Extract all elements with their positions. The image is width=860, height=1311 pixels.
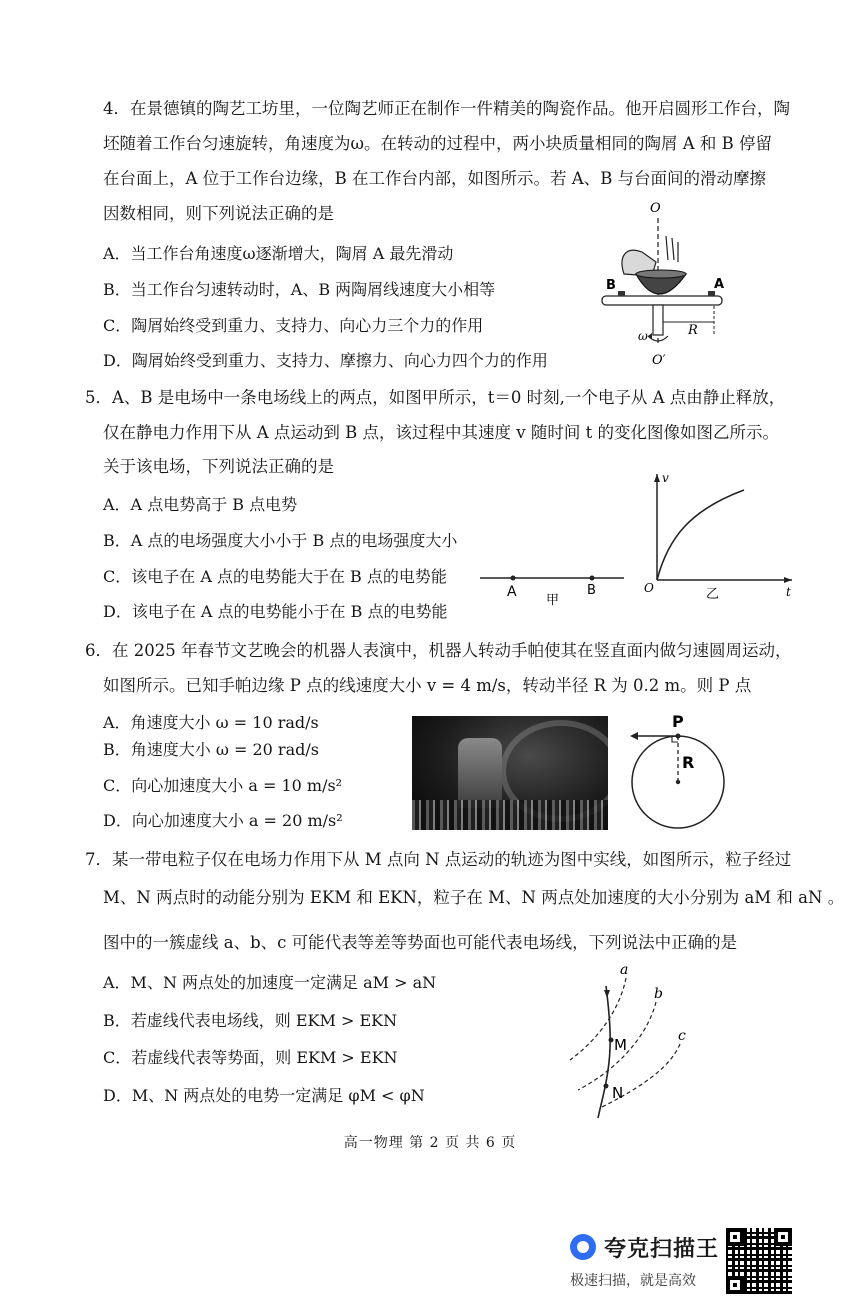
- page-footer: 高一物理 第 2 页 共 6 页: [343, 1135, 517, 1151]
- q5-field-line-figure: [478, 568, 628, 612]
- q7-label-c: c: [678, 1028, 686, 1044]
- q6-line-1: 6．在 2025 年春节文艺晚会的机器人表演中，机器人转动手帕使其在竖直面内做匀速圆周运动，: [85, 641, 792, 660]
- q4-line-2: 坯随着工作台匀速旋转，角速度为ω。在转动的过程中，两小块质量相同的陶屑 A 和 B 停留: [103, 134, 772, 153]
- q5-option-a: A．A 点电势高于 B 点电势: [103, 495, 298, 514]
- q4-label-o-prime: O′: [652, 353, 666, 368]
- q5-line-3: 关于该电场，下列说法正确的是: [103, 457, 334, 476]
- q5-label-b: B: [587, 583, 596, 598]
- q6-label-r: R: [682, 753, 695, 772]
- q4-label-o: O: [650, 201, 661, 216]
- q4-option-a: A．当工作台角速度ω逐渐增大，陶屑 A 最先滑动: [103, 244, 454, 263]
- q6-option-b: B．角速度大小 ω = 20 rad/s: [103, 740, 319, 759]
- q6-option-d: D．向心加速度大小 a = 20 m/s²: [103, 811, 343, 830]
- q4-option-c: C．陶屑始终受到重力、支持力、向心力三个力的作用: [103, 316, 484, 335]
- q5-v-axis-label: v: [662, 471, 669, 485]
- q5-option-c: C．该电子在 A 点的电势能大于在 B 点的电势能: [103, 567, 447, 586]
- q4-option-b: B．当工作台匀速转动时，A、B 两陶屑线速度大小相等: [103, 280, 496, 299]
- q7-line-3: 图中的一簇虚线 a、b、c 可能代表等差等势面也可能代表电场线，下列说法中正确的是: [103, 933, 738, 952]
- q7-line-2: M、N 两点时的动能分别为 EKM 和 EKN，粒子在 M、N 两点处加速度的大小分别为 aM 和 aN 。: [103, 888, 845, 907]
- q7-label-n: N: [612, 1084, 624, 1102]
- q5-option-d: D．该电子在 A 点的电势能小于在 B 点的电势能: [103, 602, 448, 621]
- q4-label-b: B: [606, 278, 616, 293]
- q5-vt-graph: [640, 468, 800, 602]
- q7-label-b: b: [654, 986, 663, 1002]
- q5-caption-jia: 甲: [546, 593, 560, 608]
- q7-option-a: A．M、N 两点处的加速度一定满足 aM > aN: [103, 973, 437, 992]
- q7-option-b: B．若虚线代表电场线，则 EKM > EKN: [103, 1011, 398, 1030]
- q5-caption-yi: 乙: [706, 587, 720, 602]
- qr-code-icon: [726, 1228, 792, 1294]
- q6-label-p: P: [672, 712, 684, 731]
- q7-option-c: C．若虚线代表等势面，则 EKM > EKN: [103, 1048, 398, 1067]
- q7-label-a: a: [620, 962, 629, 978]
- q4-label-a: A: [714, 277, 725, 292]
- q5-label-a: A: [507, 584, 517, 600]
- q7-line-1: 7．某一带电粒子仅在电场力作用下从 M 点向 N 点运动的轨迹为图中实线，如图所示，粒子经过: [85, 850, 792, 869]
- q6-option-c: C．向心加速度大小 a = 10 m/s²: [103, 776, 343, 795]
- q4-turntable-figure: [596, 196, 736, 374]
- q4-label-omega: ω: [638, 329, 648, 343]
- q4-label-r: R: [688, 323, 698, 338]
- q4-line-3: 在台面上，A 位于工作台边缘，B 在工作台内部，如图所示。若 A、B 与台面间的滑动摩擦: [103, 169, 767, 188]
- q5-origin-label: O: [644, 581, 654, 595]
- q7-label-m: M: [614, 1036, 627, 1054]
- robot-performance-photo: [412, 716, 608, 830]
- q5-option-b: B．A 点的电场强度大小小于 B 点的电场强度大小: [103, 531, 458, 550]
- q6-line-2: 如图所示。已知手帕边缘 P 点的线速度大小 v = 4 m/s，转动半径 R 为 0.2 m。则 P 点: [103, 676, 752, 695]
- q5-line-2: 仅在静电力作用下从 A 点运动到 B 点，该过程中其速度 v 随时间 t 的变化图像如图乙所示。: [103, 423, 779, 442]
- scanner-title: 夸克扫描王: [604, 1237, 720, 1262]
- scanner-logo-icon: [570, 1234, 596, 1260]
- q4-line-1: 4．在景德镇的陶艺工坊里，一位陶艺师正在制作一件精美的陶瓷作品。他开启圆形工作台，陶: [103, 99, 790, 118]
- q4-option-d: D．陶屑始终受到重力、支持力、摩擦力、向心力四个力的作用: [103, 351, 548, 370]
- q5-vt-curve: [657, 490, 744, 580]
- scanner-subtitle: 极速扫描，就是高效: [570, 1273, 696, 1289]
- q4-line-4: 因数相同，则下列说法正确的是: [103, 204, 334, 223]
- q6-option-a: A．角速度大小 ω = 10 rad/s: [103, 713, 319, 732]
- q5-t-axis-label: t: [786, 585, 791, 599]
- q7-option-d: D．M、N 两点处的电势一定满足 φM < φN: [103, 1086, 425, 1105]
- q6-circle-figure: [626, 708, 736, 834]
- q5-line-1: 5．A、B 是电场中一条电场线上的两点，如图甲所示，t＝0 时刻,一个电子从 A 点由静止释放，: [85, 388, 786, 407]
- q7-trajectory-figure: [560, 958, 710, 1122]
